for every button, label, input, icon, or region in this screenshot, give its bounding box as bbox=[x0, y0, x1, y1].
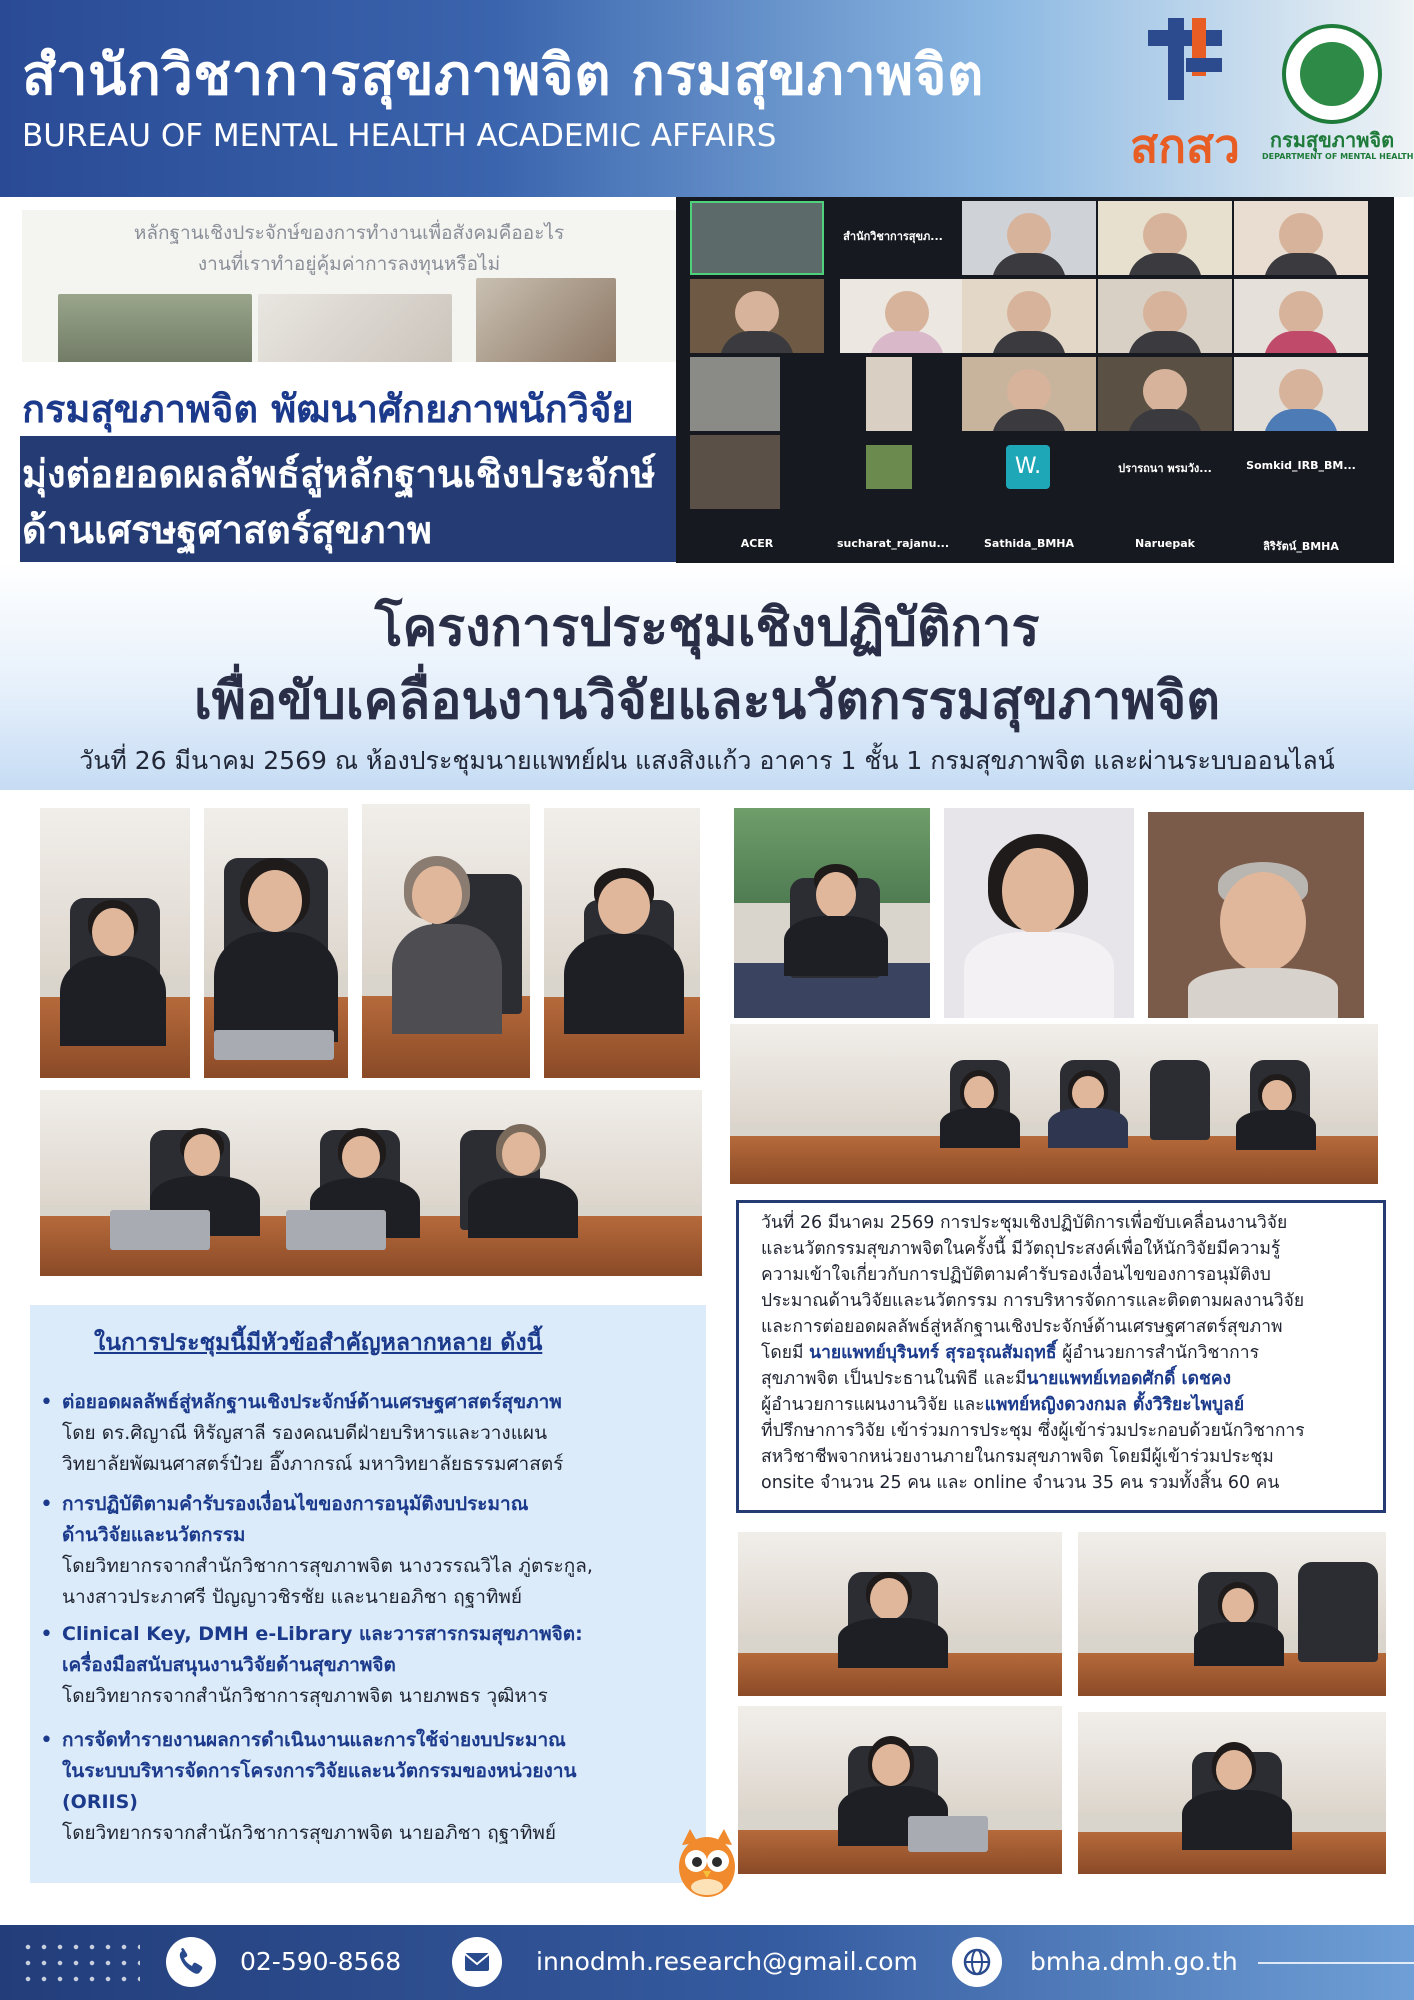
slide-thumb-circuit bbox=[476, 278, 616, 374]
summary-line-8: ผู้อำนวยการแผนงานวิจัย และแพทย์หญิงดวงกมล ตั้งวิริยะไพบูลย์ bbox=[761, 1395, 1245, 1415]
zoom-tile bbox=[1234, 201, 1368, 275]
zoom-tile bbox=[690, 357, 780, 431]
zoom-tile bbox=[962, 279, 1096, 353]
zoom-tile bbox=[1098, 357, 1232, 431]
topic-item-3: • Clinical Key, DMH e-Library และวารสารกรมสุขภาพจิต: เครื่องมือสนับสนุนงานวิจัยด้านสุขภาพจิต โดยวิทยากรจากสำนักวิชาการสุขภาพจิต นายภพธร วุฒิหาร bbox=[40, 1619, 700, 1712]
photo-participant-7 bbox=[738, 1706, 1062, 1874]
tsri-logo bbox=[1120, 18, 1250, 173]
photo-participant-8 bbox=[1078, 1712, 1386, 1874]
summary-box bbox=[736, 1200, 1386, 1513]
phone-icon bbox=[166, 1937, 216, 1987]
topic-item-2: • การปฏิบัติตามคำรับรองเงื่อนไขของการอนุมัติงบประมาณ ด้านวิจัยและนวัตกรรม โดยวิทยากรจากสำนักวิชาการสุขภาพจิต นางวรรณวิไล ภู่ตระกูล, นางสาวประภาศรี ปัญญาวชิรชัย และนายอภิชา ฤฐาทิพย์ bbox=[40, 1489, 700, 1613]
project-title-line-1: โครงการประชุมเชิงปฏิบัติการ bbox=[374, 598, 1040, 658]
zoom-tile bbox=[1234, 279, 1368, 353]
footer-phone[interactable]: 02-590-8568 bbox=[240, 1947, 402, 1976]
headline-3: ด้านเศรษฐศาสตร์สุขภาพ bbox=[22, 508, 432, 552]
bullet-icon: • bbox=[40, 1492, 53, 1517]
footer-dots-decoration bbox=[20, 1939, 140, 1987]
owl-mascot-icon bbox=[672, 1823, 742, 1899]
photo-online-advisor bbox=[1148, 812, 1364, 1018]
photo-participant-1 bbox=[40, 808, 190, 1078]
topic-item-4: • การจัดทำรายงานผลการดำเนินงานและการใช้จ่ายงบประมาณ ในระบบบริหารจัดการโครงการวิจัยและนวัตกรรมของหน่วยงาน (ORIIS) โดยวิทยากรจากสำนักวิชาการสุขภาพจิต นายอภิชา ฤฐาทิพย์ bbox=[40, 1725, 700, 1849]
photo-participant-2 bbox=[204, 808, 348, 1078]
bureau-title-english: BUREAU OF MENTAL HEALTH ACADEMIC AFFAIRS bbox=[22, 118, 777, 154]
bullet-icon: • bbox=[40, 1728, 53, 1753]
slide-line-1: หลักฐานเชิงประจักษ์ของการทำงานเพื่อสังคมคืออะไร bbox=[133, 222, 565, 244]
moph-seal-icon bbox=[1282, 24, 1382, 124]
topics-box bbox=[30, 1305, 706, 1883]
globe-icon bbox=[952, 1937, 1002, 1987]
zoom-tile bbox=[1234, 357, 1368, 431]
footer-website[interactable]: bmha.dmh.go.th bbox=[1030, 1947, 1238, 1976]
zoom-tile bbox=[962, 357, 1096, 431]
footer-email[interactable]: innodmh.research@gmail.com bbox=[536, 1947, 918, 1976]
zoom-tile bbox=[1098, 201, 1232, 275]
photo-participant-3 bbox=[362, 804, 530, 1078]
bullet-icon: • bbox=[40, 1390, 53, 1415]
zoom-mid-label-1: ปรารถนา พรมวัง... bbox=[1118, 462, 1212, 475]
zoom-tile bbox=[690, 279, 824, 353]
zoom-label-3: Sathida_BMHA bbox=[983, 537, 1075, 550]
zoom-tile bbox=[690, 435, 780, 509]
dmh-logo-subtitle: DEPARTMENT OF MENTAL HEALTH bbox=[1262, 152, 1414, 161]
zoom-top-label: สำนักวิชาการสุขภ... bbox=[843, 230, 943, 243]
zoom-label-4: Naruepak bbox=[1135, 537, 1195, 550]
zoom-tile bbox=[866, 445, 912, 489]
photo-panel-row bbox=[730, 1024, 1378, 1184]
footer-bar bbox=[0, 1925, 1414, 2000]
slide-line-2: งานที่เราทำอยู่คุ้มค่าการลงทุนหรือไม่ bbox=[197, 253, 501, 275]
topics-title: ในการประชุมนี้มีหัวข้อสำคัญหลากหลาย ดังนี้ bbox=[94, 1330, 543, 1356]
advisor-name: แพทย์หญิงดวงกมล ตั้งวิริยะไพบูลย์ bbox=[984, 1395, 1245, 1415]
photo-participant-5 bbox=[738, 1532, 1062, 1696]
tsri-mark-icon bbox=[1140, 18, 1230, 108]
summary-line-4: ประมาณด้านวิจัยและนวัตกรรม การบริหารจัดการและติดตามผลงานวิจัย bbox=[761, 1291, 1305, 1311]
zoom-label-1: ACER bbox=[740, 537, 774, 550]
photo-participants-6 bbox=[1078, 1532, 1386, 1696]
headline-2: มุ่งต่อยอดผลลัพธ์สู่หลักฐานเชิงประจักษ์ bbox=[22, 452, 656, 496]
zoom-mid-label-2: Somkid_IRB_BM... bbox=[1246, 459, 1356, 472]
chairman-name: นายแพทย์บุรินทร์ สุรอรุณสัมฤทธิ์ bbox=[809, 1343, 1057, 1363]
zoom-label-2: sucharat_rajanu... bbox=[837, 537, 949, 550]
header-banner bbox=[0, 0, 1414, 197]
summary-line-11: onsite จำนวน 25 คน และ online จำนวน 35 คน รวมทั้งสิ้น 60 คน bbox=[761, 1473, 1280, 1493]
project-title-band bbox=[0, 563, 1414, 790]
headline-1: กรมสุขภาพจิต พัฒนาศักยภาพนักวิจัย bbox=[20, 362, 760, 436]
photo-three-participants bbox=[40, 1090, 702, 1276]
summary-line-7: สุขภาพจิต เป็นประธานในพิธี และมีนายแพทย์เทอดศักดิ์ เดชคง bbox=[761, 1369, 1232, 1389]
zoom-avatar-w: W. bbox=[1006, 445, 1050, 489]
footer-line-decoration bbox=[1258, 1962, 1414, 1964]
summary-line-3: ความเข้าใจเกี่ยวกับการปฏิบัติตามคำรับรองเงื่อนไขของการอนุมัติงบ bbox=[761, 1265, 1271, 1285]
zoom-tile-room bbox=[690, 201, 824, 275]
zoom-tile bbox=[962, 201, 1096, 275]
bureau-title-thai: สำนักวิชาการสุขภาพจิต กรมสุขภาพจิต bbox=[22, 43, 984, 108]
project-title-line-2: เพื่อขับเคลื่อนงานวิจัยและนวัตกรรมสุขภาพจิต bbox=[193, 671, 1221, 731]
headline-2-block bbox=[20, 436, 762, 562]
slide-text bbox=[22, 218, 676, 280]
photo-chairman bbox=[734, 808, 930, 1018]
zoom-tile bbox=[1098, 279, 1232, 353]
dmh-logo-name: กรมสุขภาพจิต bbox=[1269, 128, 1395, 152]
tsri-logo-text: สกสว bbox=[1130, 119, 1240, 173]
summary-line-1: วันที่ 26 มีนาคม 2569 การประชุมเชิงปฏิบัติการเพื่อขับเคลื่อนงานวิจัย bbox=[761, 1213, 1288, 1233]
topic-item-1: • ต่อยอดผลลัพธ์สู่หลักฐานเชิงประจักษ์ด้านเศรษฐศาสตร์สุขภาพ โดย ดร.ศิญาณี หิรัญสาลี รองคณบดีฝ่ายบริหารและวางแผน วิทยาลัยพัฒนศาสตร์ป๋วย อึ๊งภากรณ์ มหาวิทยาลัยธรรมศาสตร์ bbox=[40, 1387, 700, 1480]
zoom-tile bbox=[866, 357, 912, 431]
photo-online-speaker bbox=[944, 808, 1134, 1018]
email-icon bbox=[452, 1937, 502, 1987]
dmh-logo bbox=[1262, 24, 1414, 169]
summary-line-6: โดยมี นายแพทย์บุรินทร์ สุรอรุณสัมฤทธิ์ ผู้อำนวยการสำนักวิชาการ bbox=[761, 1343, 1259, 1363]
photo-participant-4 bbox=[544, 808, 700, 1078]
project-date-venue: วันที่ 26 มีนาคม 2569 ณ ห้องประชุมนายแพทย์ฝน แสงสิงแก้ว อาคาร 1 ชั้น 1 กรมสุขภาพจิต และผ่านระบบออนไลน์ bbox=[79, 746, 1335, 775]
bullet-icon: • bbox=[40, 1622, 53, 1647]
online-meeting-screenshot bbox=[676, 197, 1394, 563]
zoom-tile bbox=[840, 279, 974, 353]
summary-line-2: และนวัตกรรมสุขภาพจิตในครั้งนี้ มีวัตถุประสงค์เพื่อให้นักวิจัยมีความรู้ bbox=[761, 1239, 1281, 1259]
summary-line-10: สหวิชาชีพจากหน่วยงานภายในกรมสุขภาพจิต โดยมีผู้เข้าร่วมประชุม bbox=[761, 1447, 1274, 1467]
zoom-label-5: ลิริรัตน์_BMHA bbox=[1263, 540, 1339, 553]
director-name: นายแพทย์เทอดศักดิ์ เดชคง bbox=[1026, 1369, 1232, 1389]
summary-line-5: และการต่อยอดผลลัพธ์สู่หลักฐานเชิงประจักษ์ด้านเศรษฐศาสตร์สุขภาพ bbox=[761, 1317, 1283, 1337]
summary-line-9: ที่ปรึกษาการวิจัย เข้าร่วมการประชุม ซึ่งผู้เข้าร่วมประกอบด้วยนักวิชาการ bbox=[761, 1421, 1305, 1441]
